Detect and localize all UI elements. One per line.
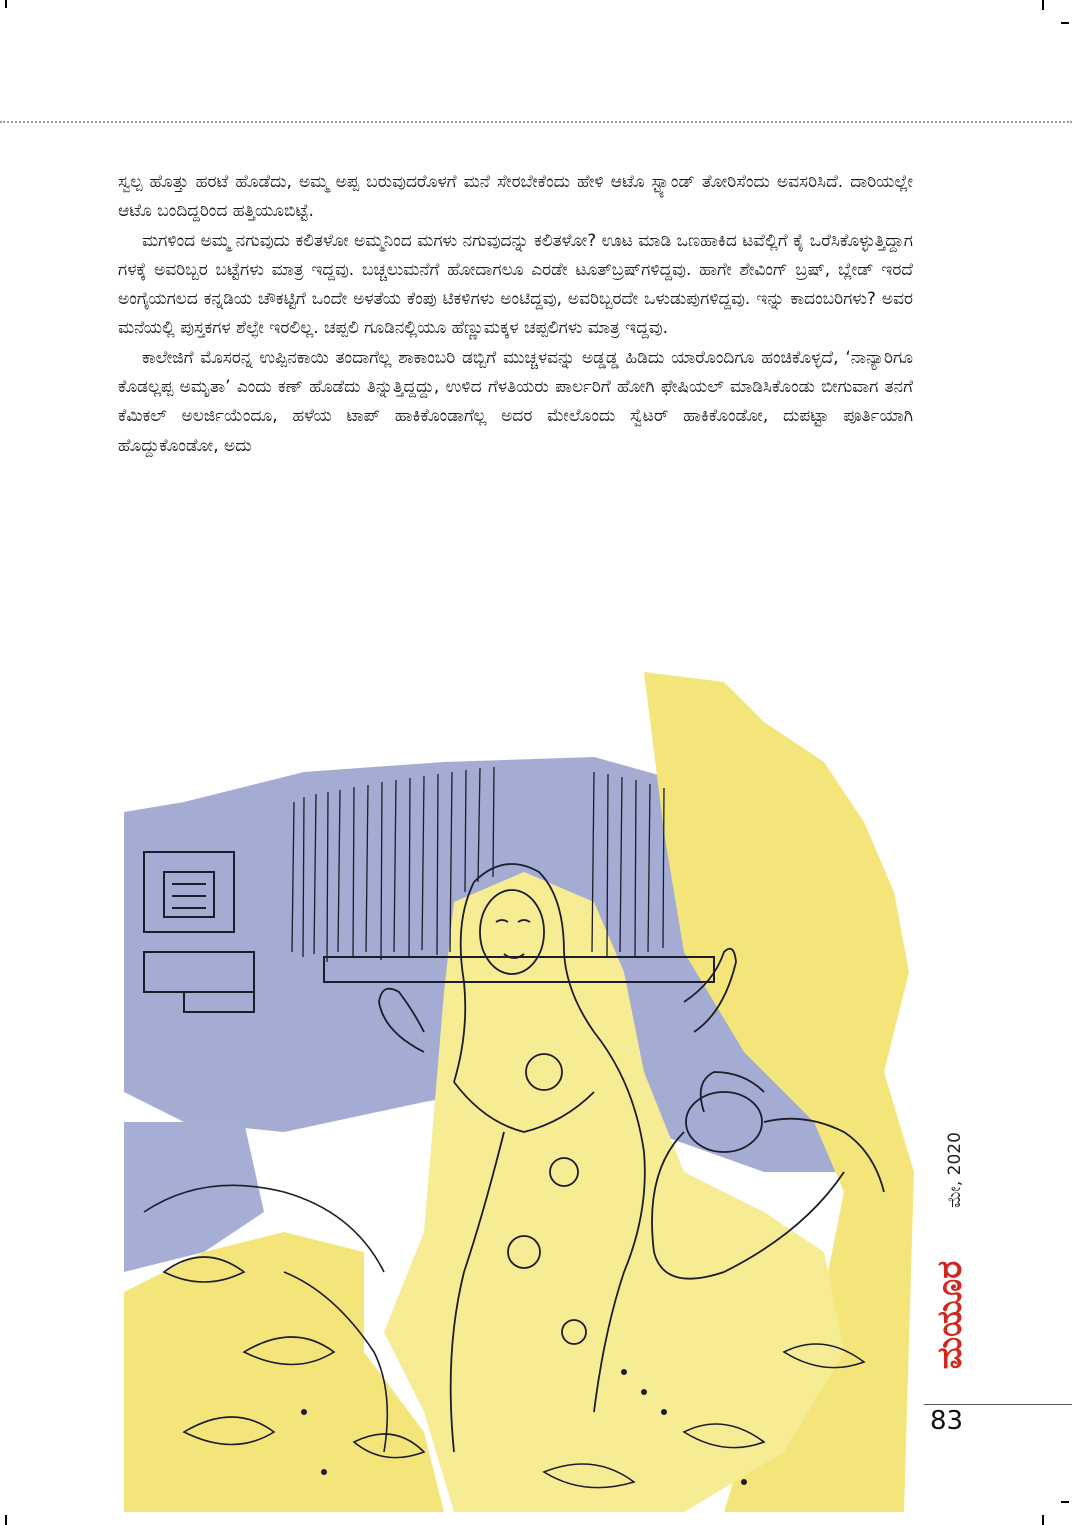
magazine-logo-text: ಮಯೂರ: [930, 1260, 970, 1370]
paragraph-1: ಸ್ವಲ್ಪ ಹೊತ್ತು ಹರಟೆ ಹೊಡೆದು, ಅಮ್ಮ ಅಪ್ಪ ಬರುವುದರೊಳಗೆ ಮನೆ ಸೇರಬೇಕೆಂದು ಹೇಳಿ ಆಟೊ ಸ್ಟ್ಯಾಂಡ್ ತೋರಿಸೆಂದು ಅವಸರಿಸಿದೆ. ದಾರಿಯಲ್ಲೇ ಆಟೊ ಬಂದಿದ್ದರಿಂದ ಹತ್ತಿಯೂಬಿಟ್ಟೆ.: [118, 172, 913, 222]
magazine-logo: [925, 1240, 975, 1390]
story-illustration: [124, 652, 914, 1512]
page-number-rule: [924, 1404, 1072, 1405]
crop-mark-bottom-left: [5, 1515, 7, 1525]
header-dotted-rule: [0, 121, 1072, 123]
crop-mark-right-lower: [1061, 1501, 1069, 1503]
crop-mark-top-left: [5, 0, 7, 8]
page-number: 83: [930, 1406, 964, 1436]
issue-date-text: ಮೇ, 2020: [945, 1132, 965, 1208]
paragraph-2: ಮಗಳಿಂದ ಅಮ್ಮ ನಗುವುದು ಕಲಿತಳೋ ಅಮ್ಮನಿಂದ ಮಗಳು ನಗುವುದನ್ನು ಕಲಿತಳೋ? ಊಟ ಮಾಡಿ ಒಣಹಾಕಿದ ಟವೆಲ್ಲಿಗೆ ಕೈ ಒರೆಸಿಕೊಳ್ಳುತ್ತಿದ್ದಾಗ ಗಳಕ್ಕೆ ಅವರಿಬ್ಬರ ಬಟ್ಟೆಗಳು ಮಾತ್ರ ಇದ್ದವು. ಬಚ್ಚಲುಮನೆಗೆ ಹೋದಾಗಲೂ ಎರಡೇ ಟೂತ್‌ಬ್ರಷ್‌ಗಳಿದ್ದವು. ಹಾಗೇ ಶೇವಿಂಗ್ ಬ್ರಷ್, ಬ್ಲೇಡ್ ಇರದೆ ಅಂಗೈಯಗಲದ ಕನ್ನಡಿಯ ಚೌಕಟ್ಟಿಗೆ ಒಂದೇ ಅಳತೆಯ ಕೆಂಪು ಟಿಕಳಿಗಳು ಅಂಟಿದ್ದವು, ಅವರಿಬ್ಬರದೇ ಒಳುಡುಪುಗಳಿದ್ದವು. ಇನ್ನು ಕಾದಂಬರಿಗಳು? ಅವರ ಮನೆಯಲ್ಲಿ ಪುಸ್ತಕಗಳ ಶೆಲ್ಫೇ ಇರಲಿಲ್ಲ. ಚಪ್ಪಲಿ ಗೂಡಿನಲ್ಲಿಯೂ ಹೆಣ್ಣುಮಕ್ಕಳ ಚಪ್ಪಲಿಗಳು ಮಾತ್ರ ಇದ್ದವು.: [118, 230, 913, 339]
crop-mark-top-right: [1042, 0, 1044, 10]
crop-mark-right-upper: [1061, 22, 1069, 24]
issue-date: [935, 1125, 975, 1215]
paragraph-3: ಕಾಲೇಜಿಗೆ ಮೊಸರನ್ನ ಉಪ್ಪಿನಕಾಯಿ ತಂದಾಗೆಲ್ಲ ಶಾಕಾಂಬರಿ ಡಬ್ಬಿಗೆ ಮುಚ್ಚಳವನ್ನು ಅಡ್ಡಡ್ಡ ಹಿಡಿದು ಯಾರೊಂದಿಗೂ ಹಂಚಿಕೊಳ್ಳದೆ, ‘ನಾನ್ಯಾರಿಗೂ ಕೊಡಲ್ಲಪ್ಪ ಅಮೃತಾ’ ಎಂದು ಕಣ್ ಹೊಡೆದು ತಿನ್ನುತ್ತಿದ್ದದ್ದು, ಉಳಿದ ಗೆಳತಿಯರು ಪಾರ್ಲರಿಗೆ ಹೋಗಿ ಫೇಷಿಯಲ್ ಮಾಡಿಸಿಕೊಂಡು ಬೀಗುವಾಗ ತನಗೆ ಕೆಮಿಕಲ್ ಅಲರ್ಜಿಯೆಂದೂ, ಹಳೆಯ ಟಾಪ್ ಹಾಕಿಕೊಂಡಾಗೆಲ್ಲ ಅದರ ಮೇಲೊಂದು ಸ್ವೆಟರ್ ಹಾಕಿಕೊಂಡೋ, ದುಪಟ್ಟಾ ಪೂರ್ತಿಯಾಗಿ ಹೊದ್ದುಕೊಂಡೋ, ಅದು: [118, 347, 913, 456]
crop-mark-bottom-right: [1042, 1515, 1044, 1525]
article-body: [118, 168, 913, 461]
